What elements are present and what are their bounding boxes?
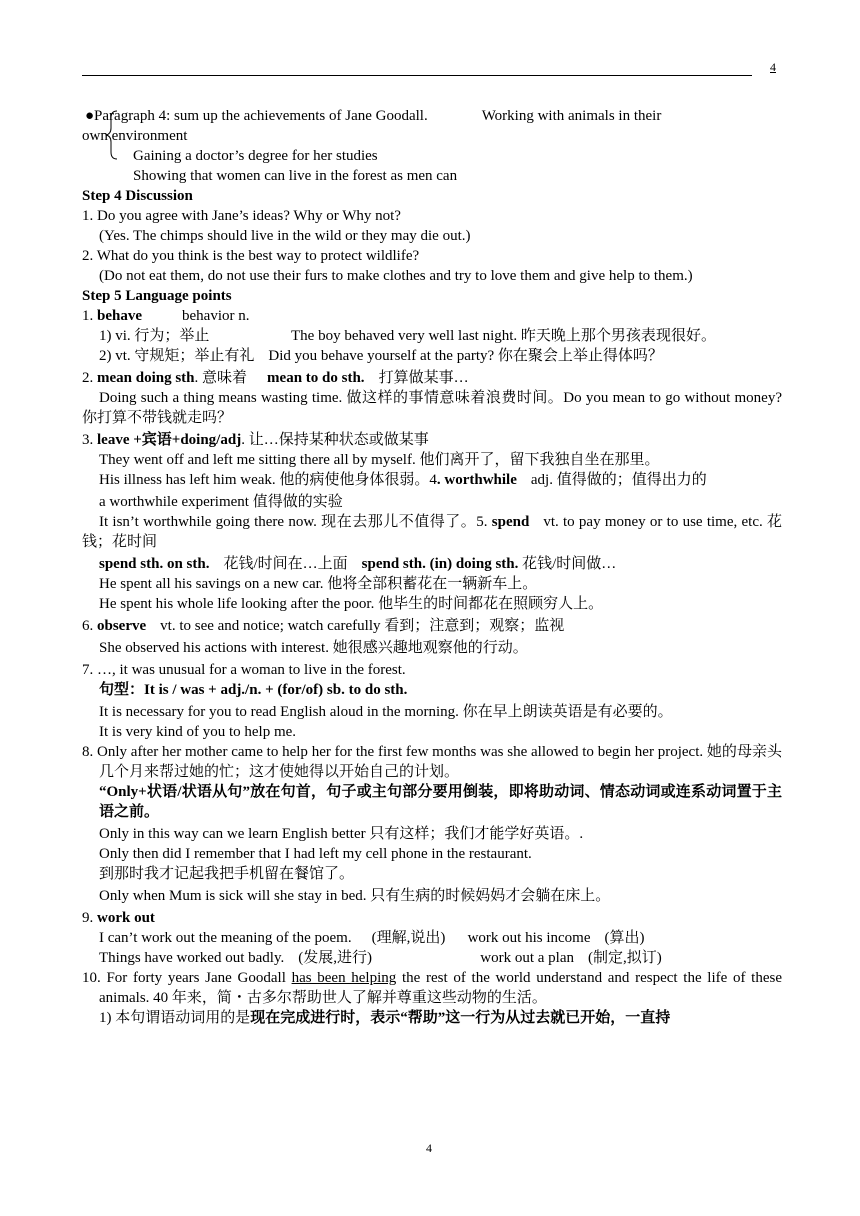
point8-rule xyxy=(82,782,782,822)
text-span: spend sth. on sth. xyxy=(99,556,210,572)
point6-heading xyxy=(82,616,782,636)
point5-patterns xyxy=(82,554,782,574)
text-span: mean doing sth xyxy=(97,370,195,386)
step4-q2: 2. What do you think is the best way to protect wildlife? xyxy=(82,248,420,264)
text-span: Step 5 Language points xyxy=(82,288,232,304)
text-span: 2. xyxy=(82,370,94,386)
text-span: adj. 值得做的；值得出力的 xyxy=(530,472,707,488)
text-span: 花钱/时间在…上面 xyxy=(223,556,348,572)
paragraph4-item2: Gaining a doctor’s degree for her studies xyxy=(133,148,378,164)
text-span: 10. For forty years Jane Goodall xyxy=(82,970,286,986)
point7-example2: It is very kind of you to help me. xyxy=(99,724,297,740)
text-span: It isn’t worthwhile going there now. 现在去那儿不值得了。5. xyxy=(99,514,488,530)
text-span: 打算做某事… xyxy=(378,370,469,386)
text-span: (制定,拟订) xyxy=(587,950,662,966)
text-span: I can’t work out the meaning of the poem. xyxy=(99,930,352,946)
text-span: 句型：It is / was + adj./n. + (for/of) sb. to do sth. xyxy=(99,682,408,698)
text-span: ●Paragraph 4: sum up the achievements of Jane Goodall. xyxy=(85,108,428,124)
text-span: behave xyxy=(97,308,142,324)
point3-example1: They went off and left me sitting there all by myself. 他们离开了，留下我独自坐在那里。 xyxy=(99,452,660,468)
point4-example1: a worthwhile experiment 值得做的实验 xyxy=(99,494,343,510)
step4-q1: 1. Do you agree with Jane’s ideas? Why or Why not? xyxy=(82,208,401,224)
point1-sense1 xyxy=(82,326,782,346)
point9-example2 xyxy=(82,948,782,968)
text-span: leave +宾语+doing/adj xyxy=(97,432,242,448)
point8-example3: Only when Mum is sick will she stay in bed. 只有生病的时候妈妈才会躺在床上。 xyxy=(99,888,611,904)
text-span: . 让…保持某种状态或做某事 xyxy=(241,432,429,448)
step4-heading xyxy=(82,186,782,206)
footer-page-number: 4 xyxy=(426,1141,432,1155)
point5-example1: He spent all his savings on a new car. 他将全部积蓄花在一辆新车上。 xyxy=(99,576,538,592)
text-span: (算出) xyxy=(604,930,645,946)
paragraph4-line2: own environment xyxy=(82,128,188,144)
text-span: 花钱/时间做… xyxy=(522,556,617,572)
point8-example1: Only in this way can we learn English better 只有这样；我们才能学好英语。. xyxy=(99,826,584,842)
text-span: 6. xyxy=(82,618,94,634)
point7-example1: It is necessary for you to read English aloud in the morning. 你在早上朗读英语是有必要的。 xyxy=(99,704,673,720)
point7-line: 7. …, it was unusual for a woman to live in the forest. xyxy=(82,662,406,678)
text-span: 8. Only after her mother came to help her for the first few months was she allowed to begin her project. 她的母亲头几个月来帮过她的忙；这才使她得以开始自己的计划。 xyxy=(82,744,782,780)
text-span: 现在完成进行时，表示“帮助”这一行为从过去就已开始，一直持 xyxy=(250,1010,671,1026)
text-span: Doing such a thing means wasting time. 做这样的事情意味着浪费时间。Do you mean to go without money? 你打算不带钱就走吗？ xyxy=(82,390,782,426)
point2-heading xyxy=(82,368,782,388)
text-span: . worthwhile xyxy=(436,472,517,488)
document-body xyxy=(82,106,782,1028)
point9-example1 xyxy=(82,928,782,948)
text-span: mean to do sth. xyxy=(267,370,365,386)
text-span: has been helping xyxy=(291,970,397,986)
text-span: spend xyxy=(491,514,530,530)
text-span: 3. xyxy=(82,432,94,448)
point9-heading xyxy=(82,908,782,928)
text-span: “Only+状语/状语从句”放在句首，句子或主句部分要用倒装，即将助动词、情态动词或连系动词置于主语之前。 xyxy=(99,784,782,820)
text-span: spend sth. (in) doing sth. xyxy=(361,556,519,572)
text-span: Working with animals in their xyxy=(481,108,662,124)
step4-a1: (Yes. The chimps should live in the wild or they may die out.) xyxy=(99,228,471,244)
text-span: Did you behave yourself at the party? 你在聚会上举止得体吗？ xyxy=(268,348,663,364)
text-span: vt. to pay money or to use time, etc. 花钱；花时间 xyxy=(82,514,783,550)
text-span: (理解,说出) xyxy=(371,930,446,946)
text-span: vt. to see and notice; watch carefully 看到；注意到；观察；监视 xyxy=(160,618,565,634)
point7-pattern xyxy=(82,680,782,700)
point10-note1 xyxy=(82,1008,782,1028)
text-span: work out xyxy=(97,910,155,926)
text-span: (发展,进行) xyxy=(298,950,372,966)
header-rule xyxy=(82,75,752,76)
paragraph4-line1 xyxy=(82,106,782,126)
text-span: The boy behaved very well last night. 昨天晚上那个男孩表现很好。 xyxy=(291,328,716,344)
text-span: work out his income xyxy=(467,930,591,946)
text-span: the rest of the world understand and respect the life of these animals. 40 年来，简・古多尔帮助世人了解并尊重这些动物的生活。 xyxy=(99,970,783,1006)
point10-line xyxy=(82,968,782,1008)
point5-example2: He spent his whole life looking after the poor. 他毕生的时间都花在照顾穷人上。 xyxy=(99,596,604,612)
step5-heading xyxy=(82,286,782,306)
text-span: 2) vt. 守规矩；举止有礼 xyxy=(99,348,255,364)
text-span: 1. xyxy=(82,308,94,324)
text-span: Step 4 Discussion xyxy=(82,188,193,204)
text-span: . 意味着 xyxy=(194,370,248,386)
point8-example2b: 到那时我才记起我把手机留在餐馆了。 xyxy=(99,866,355,882)
text-span: 1) 本句谓语动词用的是 xyxy=(99,1010,251,1026)
text-span: 9. xyxy=(82,910,94,926)
point8-example2a: Only then did I remember that I had left my cell phone in the restaurant. xyxy=(99,846,532,862)
text-span: His illness has left him weak. 他的病使他身体很弱。4 xyxy=(99,472,437,488)
point6-example: She observed his actions with interest. 她很感兴趣地观察他的行动。 xyxy=(99,640,528,656)
point3-heading xyxy=(82,430,782,450)
point1-sense2 xyxy=(82,346,782,366)
point3-example2 xyxy=(82,470,782,490)
text-span: work out a plan xyxy=(480,950,574,966)
text-span: observe xyxy=(97,618,147,634)
point4-example2 xyxy=(82,512,782,552)
point1-heading xyxy=(82,306,782,326)
point8-line xyxy=(82,742,782,782)
paragraph4-item3: Showing that women can live in the forest as men can xyxy=(133,168,458,184)
text-span: Things have worked out badly. xyxy=(99,950,285,966)
text-span: 1) vi. 行为；举止 xyxy=(99,328,210,344)
header-page-number: 4 xyxy=(770,60,776,74)
point2-example xyxy=(82,388,782,428)
step4-a2: (Do not eat them, do not use their furs to make clothes and try to love them and give help to them.) xyxy=(99,268,693,284)
text-span: behavior n. xyxy=(182,308,250,324)
